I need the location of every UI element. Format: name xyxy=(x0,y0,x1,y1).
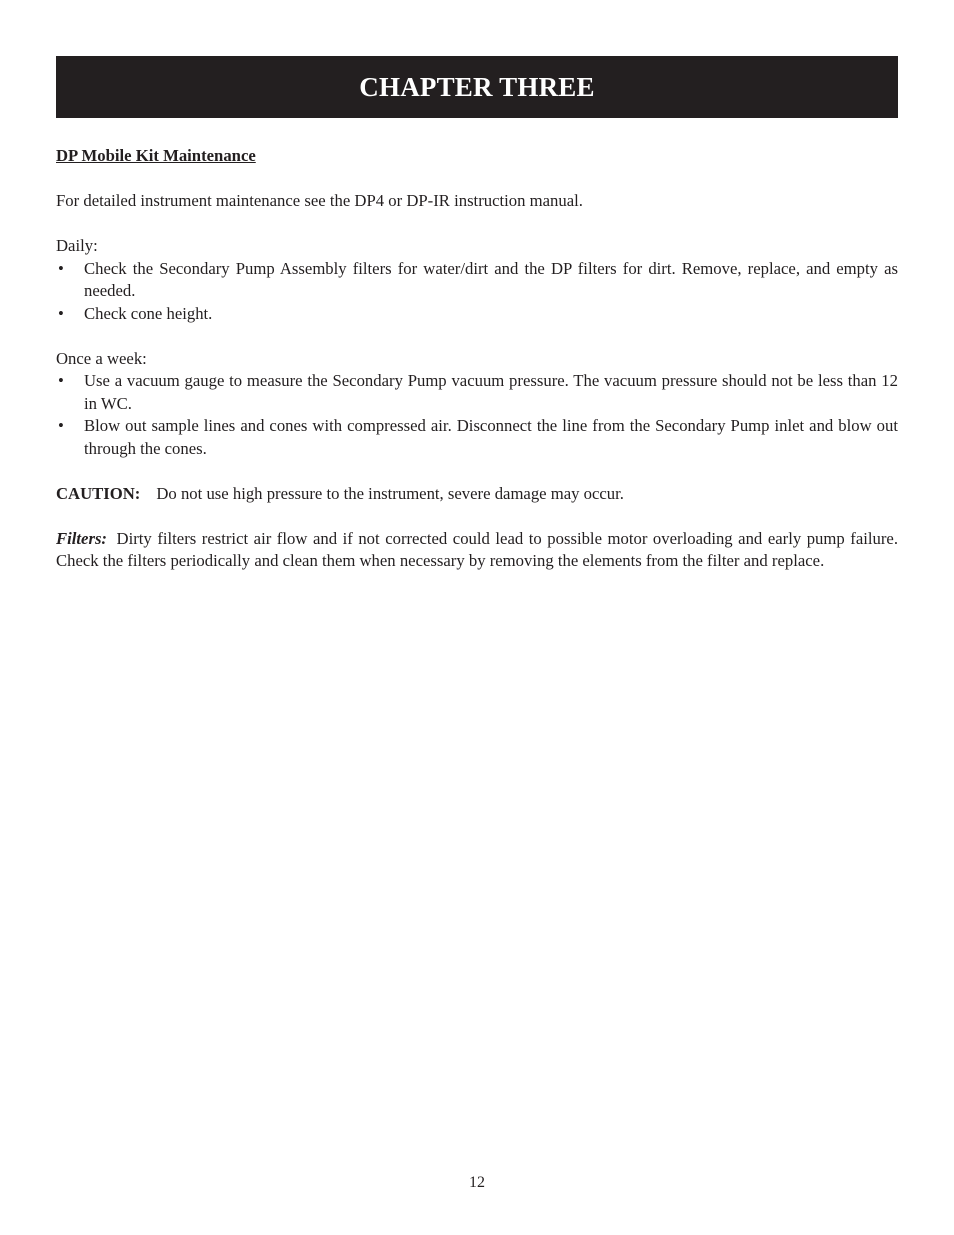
list-item-text: Check the Secondary Pump Assembly filters for water/dirt and the DP filters for dirt. Remove, replace, and empty as needed. xyxy=(84,258,898,300)
bullet-icon: • xyxy=(58,258,64,278)
bullet-icon: • xyxy=(58,416,64,435)
filters-paragraph xyxy=(56,528,898,573)
caution-label: CAUTION: xyxy=(56,483,141,503)
page-number: 12 xyxy=(469,1174,485,1191)
caution-paragraph xyxy=(56,483,898,506)
page-content xyxy=(56,145,898,573)
list-item xyxy=(56,415,898,460)
bullet-icon: • xyxy=(58,371,64,390)
list-item-text: Use a vacuum gauge to measure the Secondary Pump vacuum pressure. The vacuum pressure should not be less than 12 in WC. xyxy=(84,371,898,413)
weekly-label: Once a week: xyxy=(56,348,147,368)
chapter-title: CHAPTER THREE xyxy=(359,72,595,102)
daily-label: Daily: xyxy=(56,236,98,255)
list-item xyxy=(56,258,898,303)
list-item-text: Blow out sample lines and cones with compressed air. Disconnect the line from the Secondary Pump inlet and blow out through the cones. xyxy=(84,416,898,458)
chapter-banner xyxy=(56,56,898,118)
daily-list xyxy=(56,258,898,326)
section-heading: DP Mobile Kit Maintenance xyxy=(56,146,256,165)
list-item xyxy=(56,303,898,326)
list-item-text: Check cone height. xyxy=(84,303,213,323)
list-item xyxy=(56,370,898,415)
filters-text: Dirty filters restrict air flow and if not corrected could lead to possible motor overloading and early pump failure. Check the filters periodically and clean them when necessary by removing the elements from the filter and replace. xyxy=(56,528,898,570)
weekly-list xyxy=(56,370,898,460)
filters-label: Filters: xyxy=(56,528,107,548)
bullet-icon: • xyxy=(58,303,64,323)
intro-paragraph: For detailed instrument maintenance see the DP4 or DP-IR instruction manual. xyxy=(56,191,583,210)
caution-text: Do not use high pressure to the instrument, severe damage may occur. xyxy=(156,483,624,503)
